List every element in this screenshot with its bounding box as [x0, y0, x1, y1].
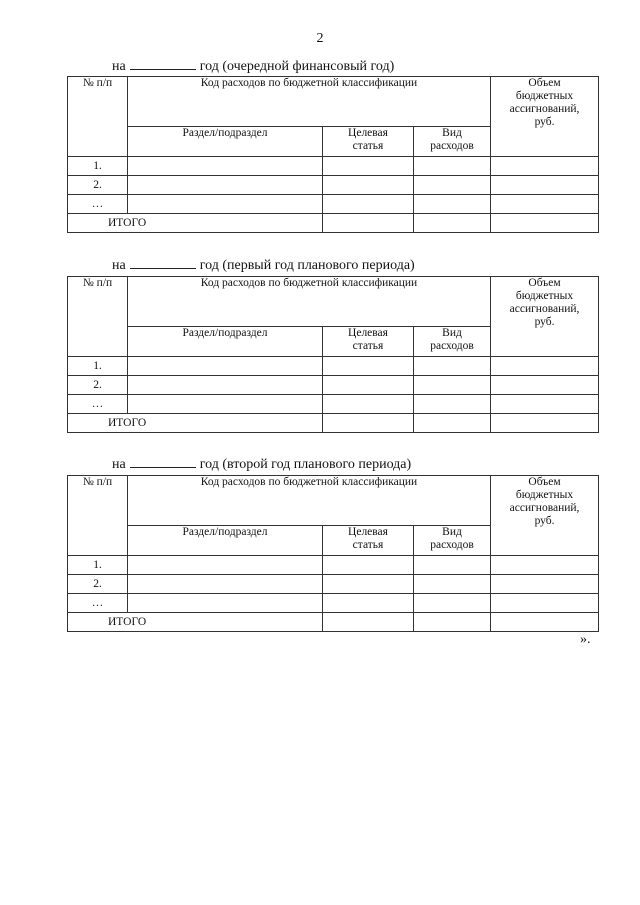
total-expense-type: [414, 214, 491, 233]
cell-expense-type: [414, 594, 491, 613]
cell-section: [128, 157, 323, 176]
table-caption: [112, 455, 411, 473]
header-budget-code: Код расходов по бюджетной классификации: [128, 476, 491, 526]
cell-section: [128, 376, 323, 395]
cell-expense-type: [414, 357, 491, 376]
header-expense-type: Вид расходов: [414, 127, 491, 157]
table-row: [68, 195, 599, 214]
caption-prefix: на: [112, 258, 126, 273]
row-number: 2.: [68, 176, 128, 195]
caption-suffix: год (второй год планового периода): [199, 457, 412, 472]
total-row: [68, 414, 599, 433]
cell-target-item: [323, 575, 414, 594]
cell-expense-type: [414, 556, 491, 575]
table-row: [68, 157, 599, 176]
cell-expense-type: [414, 395, 491, 414]
row-number: 2.: [68, 575, 128, 594]
cell-target-item: [323, 157, 414, 176]
cell-target-item: [323, 357, 414, 376]
caption-suffix: год (первый год планового периода): [199, 258, 415, 273]
table-row: [68, 594, 599, 613]
total-expense-type: [414, 613, 491, 632]
total-label: ИТОГО: [68, 214, 323, 233]
cell-section: [128, 357, 323, 376]
cell-target-item: [323, 376, 414, 395]
cell-volume: [491, 556, 599, 575]
header-target-item: Целевая статья: [323, 526, 414, 556]
header-volume: Объем бюджетных ассигнований, руб.: [491, 277, 599, 357]
header-target-item: Целевая статья: [323, 127, 414, 157]
row-number: …: [68, 395, 128, 414]
cell-expense-type: [414, 376, 491, 395]
cell-section: [128, 395, 323, 414]
cell-target-item: [323, 556, 414, 575]
cell-volume: [491, 157, 599, 176]
total-volume: [491, 613, 599, 632]
total-row: [68, 214, 599, 233]
header-expense-type: Вид расходов: [414, 526, 491, 556]
header-section: Раздел/подраздел: [128, 526, 323, 556]
cell-volume: [491, 376, 599, 395]
row-number: 1.: [68, 556, 128, 575]
header-number: № п/п: [68, 77, 128, 157]
closing-quote: ».: [580, 632, 591, 647]
total-expense-type: [414, 414, 491, 433]
cell-volume: [491, 594, 599, 613]
budget-table: [67, 475, 599, 632]
header-number: № п/п: [68, 277, 128, 357]
header-section: Раздел/подраздел: [128, 327, 323, 357]
cell-section: [128, 594, 323, 613]
cell-expense-type: [414, 195, 491, 214]
total-row: [68, 613, 599, 632]
total-target-item: [323, 214, 414, 233]
row-number: 1.: [68, 357, 128, 376]
row-number: …: [68, 594, 128, 613]
table-caption: [112, 256, 415, 274]
table-row: [68, 357, 599, 376]
header-number: № п/п: [68, 476, 128, 556]
budget-table: [67, 76, 599, 233]
cell-volume: [491, 357, 599, 376]
total-volume: [491, 214, 599, 233]
header-section: Раздел/подраздел: [128, 127, 323, 157]
cell-section: [128, 575, 323, 594]
total-target-item: [323, 613, 414, 632]
cell-section: [128, 556, 323, 575]
cell-volume: [491, 575, 599, 594]
table-row: [68, 395, 599, 414]
cell-volume: [491, 176, 599, 195]
total-target-item: [323, 414, 414, 433]
row-number: 2.: [68, 376, 128, 395]
cell-target-item: [323, 176, 414, 195]
header-target-item: Целевая статья: [323, 327, 414, 357]
table-caption: [112, 57, 394, 75]
year-blank-line: [130, 455, 196, 468]
total-label: ИТОГО: [68, 613, 323, 632]
page-number: 2: [316, 31, 324, 46]
header-volume: Объем бюджетных ассигнований, руб.: [491, 476, 599, 556]
cell-expense-type: [414, 157, 491, 176]
year-blank-line: [130, 256, 196, 269]
total-volume: [491, 414, 599, 433]
caption-suffix: год (очередной финансовый год): [199, 59, 395, 74]
cell-section: [128, 195, 323, 214]
cell-target-item: [323, 195, 414, 214]
header-expense-type: Вид расходов: [414, 327, 491, 357]
cell-section: [128, 176, 323, 195]
table-row: [68, 176, 599, 195]
budget-table: [67, 276, 599, 433]
table-row: [68, 376, 599, 395]
cell-target-item: [323, 594, 414, 613]
row-number: …: [68, 195, 128, 214]
cell-volume: [491, 395, 599, 414]
year-blank-line: [130, 57, 196, 70]
cell-target-item: [323, 395, 414, 414]
table-row: [68, 556, 599, 575]
cell-expense-type: [414, 575, 491, 594]
header-budget-code: Код расходов по бюджетной классификации: [128, 277, 491, 327]
header-budget-code: Код расходов по бюджетной классификации: [128, 77, 491, 127]
cell-volume: [491, 195, 599, 214]
total-label: ИТОГО: [68, 414, 323, 433]
table-row: [68, 575, 599, 594]
row-number: 1.: [68, 157, 128, 176]
cell-expense-type: [414, 176, 491, 195]
header-volume: Объем бюджетных ассигнований, руб.: [491, 77, 599, 157]
caption-prefix: на: [112, 59, 126, 74]
caption-prefix: на: [112, 457, 126, 472]
